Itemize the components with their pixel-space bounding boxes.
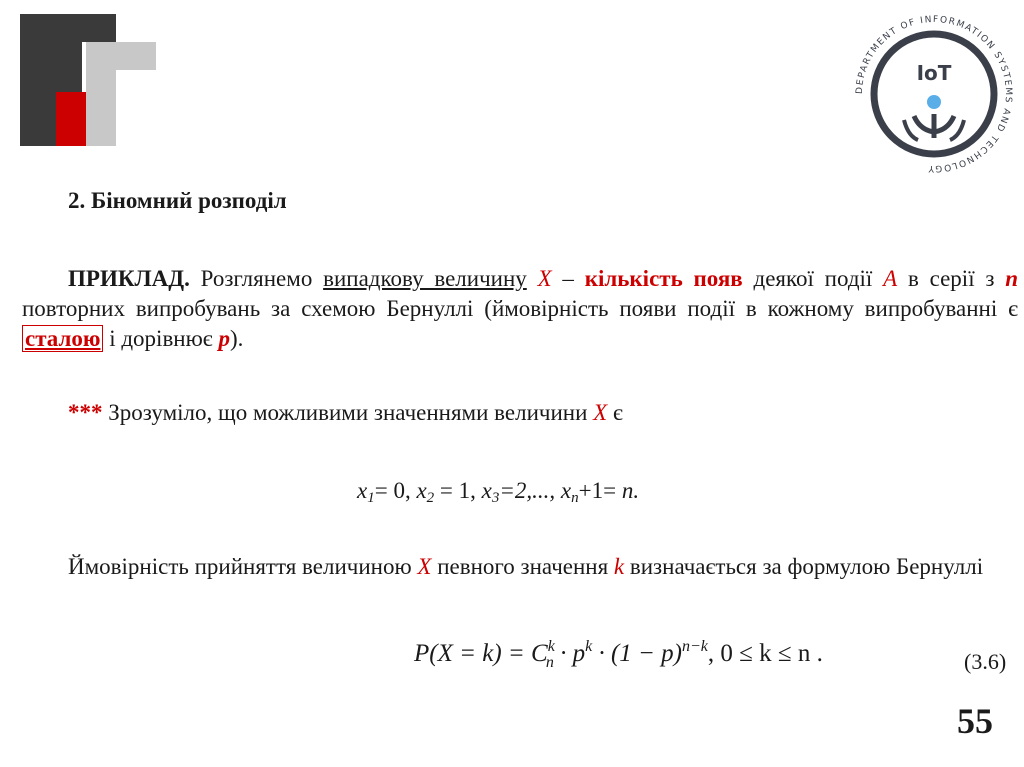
section-heading: 2. Біномний розподіл xyxy=(68,188,287,213)
count-term: кількість появ xyxy=(584,266,743,291)
logo-dot-icon xyxy=(927,95,941,109)
note-line: *** Зрозуміло, що можливими значеннями величини X є xyxy=(68,400,623,425)
bernoulli-formula: $P(X = k) = C^k_n \cdot p^k \cdot (1 - p)^{n-k}$, 0 ≤ k ≤ n . xyxy=(414,638,823,671)
random-variable-term: випадкову величину xyxy=(323,266,527,291)
logo-iot-text: IoT xyxy=(916,61,952,85)
possible-values: $x_1= 0$, $x_2 = 1$, $x_3=2$,..., $x_n+1= n$. xyxy=(357,478,640,506)
constant-term: сталою xyxy=(22,325,103,352)
page-number: 55 xyxy=(957,701,993,741)
example-label: ПРИКЛАД. xyxy=(68,266,190,291)
example-paragraph: ПРИКЛАД. Розглянемо випадкову величину X – кількість появ деякої події A в серії з n повторних випробувань за схемою Бернуллі (ймовірність появи події в кожному випробуванні є сталою і дорівнює p). xyxy=(22,266,1019,351)
stars-marker: *** xyxy=(68,400,103,425)
iot-department-logo xyxy=(848,8,1020,180)
svg-text:DEPARTMENT OF INFORMATION SYST xyxy=(855,15,1013,173)
logo-ring-text: DEPARTMENT OF INFORMATION SYSTEMS AND TECHNOLOGY xyxy=(854,14,1014,174)
faculty-logo xyxy=(20,14,156,146)
probability-paragraph: Ймовірність прийняття величиною X певного значення k визначається за формулою Бернуллі xyxy=(68,554,984,579)
equation-number: (3.6) xyxy=(964,649,1007,674)
